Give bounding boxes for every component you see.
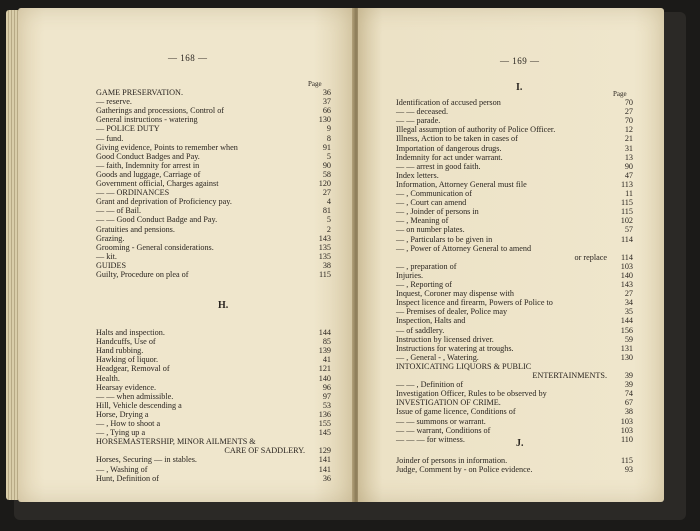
- index-entry-text: Issue of game licence, Conditions of: [396, 407, 516, 417]
- section-heading-j: J.: [516, 438, 524, 449]
- index-entry: [96, 374, 331, 383]
- index-entry-text: — — warrant, Conditions of: [396, 425, 491, 435]
- index-entry-page: 66: [322, 106, 331, 116]
- index-entry-page: 36: [322, 473, 331, 483]
- index-entry: [396, 435, 633, 444]
- index-entry-page: 27: [624, 289, 633, 299]
- index-entry: [396, 353, 633, 362]
- index-entry-text: — , How to shoot a: [96, 419, 161, 428]
- index-entry: [96, 355, 331, 364]
- index-entry: [96, 437, 331, 446]
- index-entry-text: Hunt, Definition of: [96, 473, 159, 483]
- index-entry-page: 59: [624, 334, 633, 344]
- index-entry-page: 115: [319, 270, 331, 279]
- index-entry-page: 131: [620, 343, 633, 353]
- index-entry: [396, 335, 633, 344]
- index-entry: [96, 446, 331, 455]
- index-entry: [96, 328, 331, 337]
- index-entry-text: — , Communication of: [396, 189, 472, 198]
- index-entry: [96, 428, 331, 437]
- index-entry-text: Illness, Action to be taken in cases of: [396, 134, 518, 144]
- index-entry-text: HORSEMASTERSHIP, MINOR AILMENTS &: [96, 437, 256, 447]
- index-entry-page: 58: [322, 169, 331, 179]
- page-edges: [6, 10, 18, 500]
- index-entry-text: Inspection, Halts and: [396, 316, 466, 326]
- index-entry-text: Health.: [96, 373, 120, 383]
- index-entry-text: Halts and inspection.: [96, 328, 165, 337]
- index-entry-text: CARE OF SADDLERY.: [224, 446, 305, 456]
- index-entry-page: 38: [624, 407, 633, 417]
- index-entry-text: — kit.: [96, 251, 117, 261]
- index-entry: [396, 465, 633, 474]
- index-entry: [96, 170, 331, 179]
- index-entry-text: ENTERTAINMENTS.: [532, 371, 607, 380]
- index-entry: [396, 180, 633, 189]
- index-entry-text: — , preparation of: [396, 261, 457, 271]
- index-entry-text: Importation of dangerous drugs.: [396, 143, 502, 153]
- index-entry-page: 90: [322, 160, 331, 170]
- index-entry: [96, 337, 331, 346]
- index-entry: [96, 455, 331, 464]
- index-entry-text: Information, Attorney General must file: [396, 179, 527, 189]
- index-entry-page: 121: [318, 364, 331, 374]
- index-entry-page: 135: [318, 251, 331, 261]
- index-entry-text: — of saddlery.: [396, 325, 445, 335]
- index-entry-page: 11: [625, 189, 633, 198]
- index-entry-page: 155: [318, 419, 331, 428]
- index-entry: [396, 225, 633, 234]
- index-entry: [396, 271, 633, 280]
- index-entry-text: Hearsay evidence.: [96, 382, 157, 392]
- index-entry-text: — — summons or warrant.: [396, 416, 486, 426]
- index-entry: [396, 125, 633, 134]
- index-entry: [396, 326, 633, 335]
- index-entry: [96, 346, 331, 355]
- index-entry-text: — , Meaning of: [396, 216, 449, 226]
- index-entry: [396, 144, 633, 153]
- section-heading-h: H.: [218, 300, 229, 311]
- index-entry-page: 97: [322, 391, 331, 401]
- index-entry-text: — , Reporting of: [396, 280, 452, 289]
- index-entry: [396, 298, 633, 307]
- index-entry: [96, 88, 331, 97]
- index-entry-page: 143: [318, 233, 331, 243]
- index-entry: [96, 152, 331, 161]
- index-entry-text: Instruction by licensed driver.: [396, 334, 494, 344]
- index-entry: [96, 206, 331, 215]
- index-entry-page: 141: [318, 455, 331, 465]
- index-entry-text: — on number plates.: [396, 225, 465, 235]
- index-entry: [96, 383, 331, 392]
- index-entry: [96, 243, 331, 252]
- index-entry-text: — — , Definition of: [396, 380, 464, 390]
- index-entry-text: — , Joinder of persons in: [396, 207, 479, 217]
- index-entry-text: — — of Bail.: [96, 206, 142, 216]
- index-entry-page: 114: [621, 252, 633, 262]
- left-page: [18, 8, 354, 502]
- index-entry-page: 96: [322, 382, 331, 392]
- section-heading-i: I.: [516, 82, 523, 93]
- index-entry: [396, 98, 633, 107]
- index-entry: [96, 401, 331, 410]
- index-entry: [396, 198, 633, 207]
- index-entry-text: Giving evidence, Points to remember when: [96, 142, 238, 152]
- index-entry-text: — — ORDINANCES: [96, 188, 170, 198]
- left-page-column-header: Page: [308, 80, 322, 88]
- index-entry-text: INVESTIGATION OF CRIME.: [396, 398, 501, 408]
- index-entry-text: GAME PRESERVATION.: [96, 88, 183, 97]
- index-entry-text: — , Tying up a: [96, 428, 146, 438]
- index-entry-page: 103: [620, 416, 633, 426]
- index-entry-page: 140: [318, 373, 331, 383]
- index-entry-text: Horses, Securing — in stables.: [96, 455, 197, 465]
- index-entry-page: 103: [620, 425, 633, 435]
- index-entry-text: Identification of accused person: [396, 98, 501, 107]
- index-entry: [96, 188, 331, 197]
- index-entry: [96, 465, 331, 474]
- index-entry-page: 53: [322, 400, 331, 410]
- index-entry-page: 85: [322, 337, 331, 347]
- index-entry-page: 34: [624, 298, 633, 308]
- index-entry-text: Handcuffs, Use of: [96, 337, 156, 347]
- index-entry: [396, 162, 633, 171]
- left-page-number: — 168 —: [168, 53, 208, 63]
- index-entry-text: — faith, Indemnity for arrest in: [96, 160, 200, 170]
- index-entry: [96, 97, 331, 106]
- index-entry: [96, 134, 331, 143]
- index-entry-text: Indemnity for act under warrant.: [396, 152, 503, 162]
- index-entry-page: 21: [624, 134, 633, 144]
- index-entry: [96, 234, 331, 243]
- index-entry-page: 90: [624, 161, 633, 171]
- index-entry-page: 139: [318, 346, 331, 356]
- index-entry-page: 110: [621, 434, 633, 444]
- index-entry-page: 67: [624, 398, 633, 408]
- index-entry: [396, 371, 633, 380]
- index-entry-text: Gratuities and pensions.: [96, 224, 175, 234]
- index-entry: [396, 107, 633, 116]
- index-entry-text: — , Washing of: [96, 464, 148, 474]
- index-entry-text: Grooming - General considerations.: [96, 242, 214, 252]
- index-entry-page: 70: [624, 116, 633, 126]
- index-entry-text: — , Court can amend: [396, 198, 467, 208]
- index-entry-text: Joinder of persons in information.: [396, 456, 508, 465]
- index-entry-page: 31: [624, 143, 633, 153]
- index-entry-text: Judge, Comment by - on Police evidence.: [396, 465, 533, 475]
- index-entry-page: 27: [624, 107, 633, 117]
- index-entry-text: Index letters.: [396, 170, 439, 180]
- index-entry-page: 129: [318, 446, 331, 456]
- index-entry: [396, 362, 633, 371]
- index-entry-page: 5: [326, 151, 331, 161]
- index-entry-page: 4: [326, 197, 331, 207]
- index-entry-page: 115: [621, 198, 633, 208]
- index-entry-page: 145: [318, 428, 331, 438]
- index-entry-page: 115: [621, 207, 633, 217]
- index-entry-text: Inquest, Coroner may dispense with: [396, 289, 515, 299]
- right-page-column-header: Page: [613, 90, 627, 98]
- index-entry: [396, 280, 633, 289]
- index-entry-page: 135: [318, 242, 331, 252]
- index-entry: [96, 161, 331, 170]
- index-entry-text: Grant and deprivation of Proficiency pay.: [96, 197, 232, 207]
- index-entry-page: 91: [322, 142, 331, 152]
- index-entry-page: 39: [624, 371, 633, 380]
- index-entry-page: 136: [318, 409, 331, 419]
- index-entry-page: 114: [621, 234, 633, 244]
- index-entry: [396, 153, 633, 162]
- index-entry-page: 37: [322, 97, 331, 107]
- index-entry-page: 130: [620, 352, 633, 362]
- index-entry-text: Headgear, Removal of: [96, 364, 170, 374]
- index-entry-text: — , Particulars to be given in: [396, 234, 493, 244]
- index-entry: [396, 344, 633, 353]
- index-entry-text: — — Good Conduct Badge and Pay.: [96, 215, 218, 225]
- index-entry-page: 57: [624, 225, 633, 235]
- index-entry-page: 70: [624, 98, 633, 107]
- index-entry: [96, 197, 331, 206]
- index-entry-text: Guilty, Procedure on plea of: [96, 270, 189, 279]
- index-entry-page: 41: [322, 355, 331, 365]
- index-entry: [96, 410, 331, 419]
- index-entry-page: 47: [624, 170, 633, 180]
- index-entry-text: Horse, Drying a: [96, 409, 149, 419]
- index-entry-page: 2: [326, 224, 331, 234]
- index-entry: [396, 398, 633, 407]
- index-entry: [396, 389, 633, 398]
- index-entry-page: 74: [624, 389, 633, 399]
- index-entry-page: 140: [620, 270, 633, 280]
- index-entry-text: or replace: [574, 252, 607, 262]
- index-entry-page: 36: [322, 88, 331, 97]
- index-entry-text: — Premises of dealer, Police may: [396, 307, 508, 317]
- index-entry: [396, 289, 633, 298]
- index-entry-text: Good Conduct Badges and Pay.: [96, 151, 200, 161]
- index-entry-page: 144: [318, 328, 331, 337]
- index-entry-page: 9: [326, 124, 331, 134]
- index-entry-page: 35: [624, 307, 633, 317]
- index-entry-text: Gatherings and processions, Control of: [96, 106, 225, 116]
- index-entry-page: 39: [624, 380, 633, 390]
- index-entry-page: 38: [322, 260, 331, 270]
- index-entry-page: 102: [620, 216, 633, 226]
- index-entry-text: General instructions - watering: [96, 115, 198, 125]
- index-entry-text: — POLICE DUTY: [96, 124, 160, 134]
- index-entry-text: — fund.: [96, 133, 124, 143]
- index-entry-page: 103: [620, 261, 633, 271]
- index-entry: [396, 426, 633, 435]
- index-entry-page: 5: [326, 215, 331, 225]
- index-entry: [396, 244, 633, 253]
- index-entry-text: Illegal assumption of authority of Police Officer.: [396, 125, 556, 135]
- index-entry: [396, 171, 633, 180]
- index-entry: [396, 316, 633, 325]
- index-entry-text: INTOXICATING LIQUORS & PUBLIC: [396, 361, 532, 371]
- index-entry: [396, 307, 633, 316]
- index-entry: [96, 179, 331, 188]
- index-entry-text: — , Power of Attorney General to amend: [396, 243, 532, 253]
- index-entry-page: 141: [318, 464, 331, 474]
- index-entry: [96, 419, 331, 428]
- index-entry: [96, 106, 331, 115]
- index-entry: [396, 189, 633, 198]
- index-entry: [396, 134, 633, 143]
- index-entry-text: — — deceased.: [396, 107, 449, 117]
- index-entry: [96, 225, 331, 234]
- index-entry-page: 143: [620, 280, 633, 289]
- index-entry: [96, 252, 331, 261]
- index-entry-text: Instructions for watering at troughs.: [396, 343, 514, 353]
- index-entry-text: Inspect licence and firearm, Powers of Police to: [396, 298, 553, 308]
- index-entry-text: — — — for witness.: [396, 434, 465, 444]
- index-entry-text: Investigation Officer, Rules to be observed by: [396, 389, 547, 399]
- index-entry-text: — — parade.: [396, 116, 441, 126]
- right-page: [358, 8, 664, 502]
- index-entry-page: 27: [322, 188, 331, 198]
- index-entry-page: 81: [322, 206, 331, 216]
- index-entry-text: GUIDES: [96, 260, 127, 270]
- index-entry-text: — , General - , Watering.: [396, 352, 479, 362]
- index-entry-text: Government official, Charges against: [96, 179, 219, 188]
- index-entry: [396, 380, 633, 389]
- index-entry-text: Injuries.: [396, 270, 424, 280]
- index-entry: [96, 215, 331, 224]
- index-entry-text: Hill, Vehicle descending a: [96, 400, 182, 410]
- index-entry: [96, 143, 331, 152]
- index-entry-page: 8: [326, 133, 331, 143]
- index-entry-page: 120: [318, 179, 331, 188]
- index-entry: [96, 270, 331, 279]
- index-entry-text: — — when admissible.: [96, 391, 174, 401]
- index-entry-page: 130: [318, 115, 331, 125]
- index-entry: [96, 392, 331, 401]
- right-page-number: — 169 —: [500, 56, 540, 66]
- index-entry: [396, 456, 633, 465]
- index-entry: [96, 115, 331, 124]
- index-entry: [396, 407, 633, 416]
- index-entry-page: 93: [624, 465, 633, 475]
- index-entry-text: Hawking of liquor.: [96, 355, 159, 365]
- index-entry-text: — — arrest in good faith.: [396, 161, 481, 171]
- index-entry: [96, 124, 331, 133]
- index-entry: [96, 474, 331, 483]
- index-entry-page: 13: [624, 152, 633, 162]
- index-entry-text: — reserve.: [96, 97, 132, 107]
- index-entry: [96, 364, 331, 373]
- index-entry-page: 144: [620, 316, 633, 326]
- index-entry: [396, 417, 633, 426]
- index-entry-page: 156: [620, 325, 633, 335]
- index-entry: [396, 262, 633, 271]
- index-entry-text: Grazing.: [96, 233, 125, 243]
- index-entry: [396, 235, 633, 244]
- index-entry: [396, 207, 633, 216]
- index-entry-text: Hand rubbing.: [96, 346, 144, 356]
- index-entry: [96, 261, 331, 270]
- index-entry-page: 113: [621, 179, 633, 189]
- index-entry-page: 115: [621, 456, 633, 465]
- index-entry: [396, 253, 633, 262]
- index-entry-page: 12: [624, 125, 633, 135]
- index-entry-text: Goods and luggage, Carriage of: [96, 169, 201, 179]
- index-entry: [396, 216, 633, 225]
- index-entry: [396, 116, 633, 125]
